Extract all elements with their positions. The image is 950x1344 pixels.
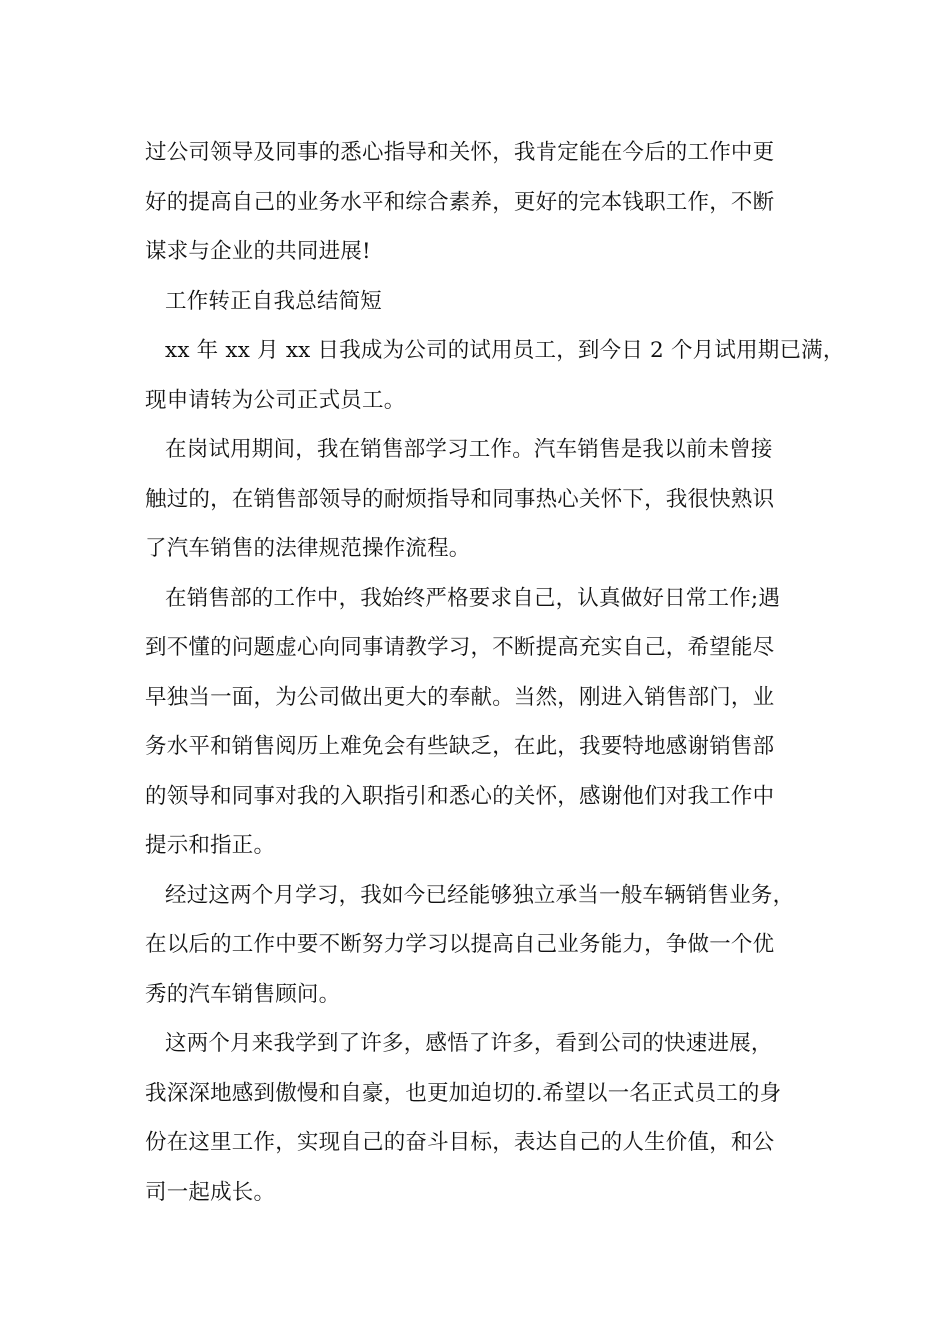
text-line: 到不懂的问题虚心向同事请教学习，不断提高充实自己，希望能尽 — [145, 635, 775, 660]
text-line: 司一起成长。 — [145, 1179, 276, 1205]
text-line: 早独当一面，为公司做出更大的奉献。当然，刚进入销售部门，业 — [145, 684, 775, 710]
paragraph-3 — [145, 574, 825, 871]
text-line: 在销售部的工作中，我始终严格要求自己，认真做好日常工作;遇 — [165, 585, 781, 611]
text-line: 提示和指正。 — [145, 833, 276, 858]
text-line: 在以后的工作中要不断努力学习以提高自己业务能力，争做一个优 — [145, 932, 775, 957]
text-line: 现申请转为公司正式员工。 — [145, 387, 406, 413]
document-body — [145, 128, 845, 1217]
section-heading — [145, 277, 825, 327]
paragraph-1 — [145, 326, 845, 425]
paragraph-4 — [145, 871, 825, 1020]
heading-text: 工作转正自我总结简短 — [165, 288, 383, 314]
text-line: xx 年 xx 月 xx 日我成为公司的试用员工，到今日 2 个月试用期已满， — [165, 338, 845, 363]
text-line: 好的提高自己的业务水平和综合素养，更好的完本钱职工作，不断 — [145, 189, 775, 215]
text-line: 我深深地感到傲慢和自豪，也更加迫切的.希望以一名正式员工的身 — [145, 1080, 782, 1106]
text-line: 的领导和同事对我的入职指引和悉心的关怀，感谢他们对我工作中 — [145, 783, 775, 809]
text-line: 触过的，在销售部领导的耐烦指导和同事热心关怀下，我很快熟识 — [145, 486, 775, 512]
text-line: 务水平和销售阅历上难免会有些缺乏，在此，我要特地感谢销售部 — [145, 734, 775, 759]
text-line: 秀的汽车销售顾问。 — [145, 981, 341, 1007]
text-line: 经过这两个月学习，我如今已经能够独立承当一般车辆销售业务， — [165, 882, 795, 908]
text-line: 过公司领导及同事的悉心指导和关怀，我肯定能在今后的工作中更 — [145, 140, 775, 165]
paragraph-5 — [145, 1019, 825, 1217]
text-line: 这两个月来我学到了许多，感悟了许多，看到公司的快速进展， — [165, 1031, 773, 1056]
text-line: 份在这里工作，实现自己的奋斗目标，表达自己的人生价值，和公 — [145, 1130, 775, 1155]
text-line: 在岗试用期间，我在销售部学习工作。汽车销售是我以前未曾接 — [165, 437, 773, 462]
text-line: 了汽车销售的法律规范操作流程。 — [145, 536, 471, 561]
text-line: 谋求与企业的共同进展! — [145, 239, 371, 264]
continued-paragraph — [145, 128, 825, 277]
paragraph-2 — [145, 425, 825, 574]
